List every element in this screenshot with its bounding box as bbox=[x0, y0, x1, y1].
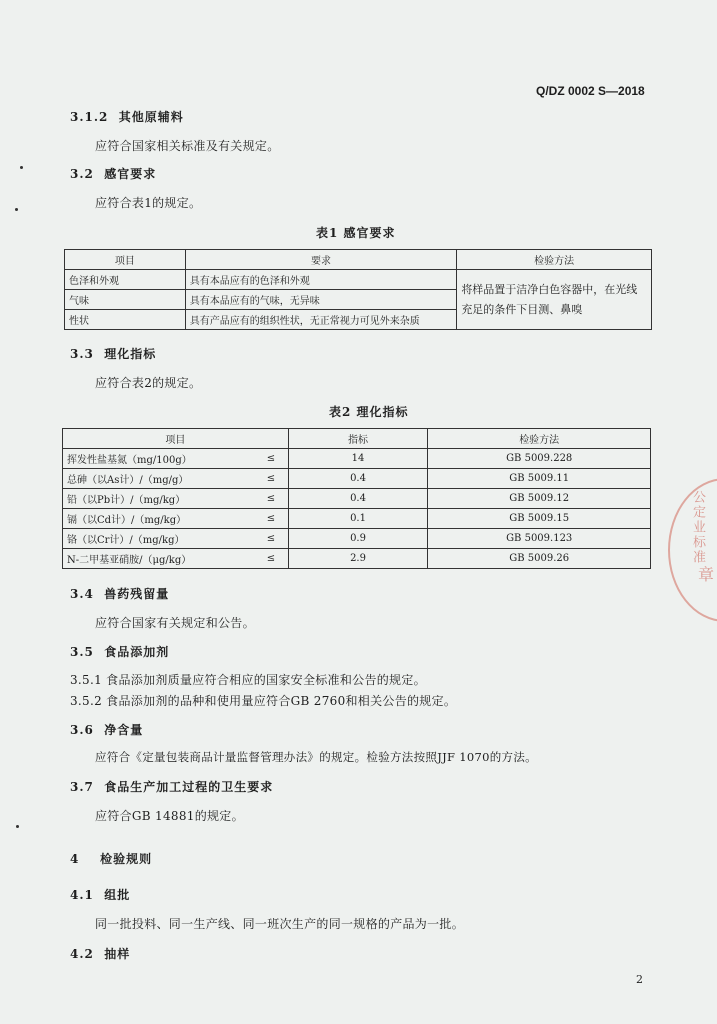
table2-header-item: 项目 bbox=[63, 429, 289, 449]
section-3-4-heading bbox=[70, 585, 169, 602]
table1-cell: 色泽和外观 bbox=[65, 270, 186, 290]
section-3-5-heading bbox=[70, 643, 169, 660]
table2-cell: ≤ bbox=[254, 449, 288, 469]
table2-cell: 挥发性盐基氮（mg/100g） bbox=[63, 449, 255, 469]
section-title: 检验规则 bbox=[100, 852, 153, 866]
section-3-6-text: 应符合《定量包装商品计量监督管理办法》的规定。检验方法按照JJF 1070的方法。 bbox=[95, 750, 537, 764]
table1-header-item: 项目 bbox=[65, 250, 186, 270]
section-number: 3.4 bbox=[70, 587, 94, 601]
section-3-1-2-heading bbox=[70, 108, 184, 125]
table1-cell: 性状 bbox=[65, 310, 186, 330]
section-3-3-text: 应符合表2的规定。 bbox=[95, 376, 202, 390]
table2-cell: GB 5009.11 bbox=[428, 469, 651, 489]
section-title: 理化指标 bbox=[104, 347, 157, 361]
section-number: 3.1.2 bbox=[70, 110, 109, 124]
section-title: 食品添加剂 bbox=[104, 645, 170, 659]
section-number: 3.6 bbox=[70, 723, 94, 737]
section-3-6-heading bbox=[70, 721, 143, 738]
table2-cell: ≤ bbox=[254, 469, 288, 489]
table2-cell: 铅（以Pb计）/（mg/kg） bbox=[63, 489, 255, 509]
section-3-5-1-text: 3.5.1 食品添加剂质量应符合相应的国家安全标准和公告的规定。 bbox=[70, 673, 426, 687]
section-3-2-heading bbox=[70, 165, 156, 182]
section-title: 兽药残留量 bbox=[104, 587, 170, 601]
section-3-1-2-text: 应符合国家相关标准及有关规定。 bbox=[95, 139, 280, 153]
section-title: 食品生产加工过程的卫生要求 bbox=[104, 780, 274, 794]
section-3-4-text: 应符合国家有关规定和公告。 bbox=[95, 616, 255, 630]
table2-caption: 表2 理化指标 bbox=[329, 405, 409, 419]
table1-cell: 具有本品应有的气味，无异味 bbox=[185, 290, 457, 310]
section-4-2-heading bbox=[70, 945, 130, 962]
section-title: 组批 bbox=[104, 888, 131, 902]
seal-stamp bbox=[668, 478, 717, 622]
table2-cell: GB 5009.123 bbox=[428, 529, 651, 549]
section-3-3-heading bbox=[70, 345, 156, 362]
table2-cell: GB 5009.12 bbox=[428, 489, 651, 509]
section-3-5-2-text: 3.5.2 食品添加剂的品种和使用量应符合GB 2760和相关公告的规定。 bbox=[70, 694, 457, 708]
section-number: 3.3 bbox=[70, 347, 94, 361]
section-4-1-heading bbox=[70, 886, 130, 903]
table1-cell: 具有产品应有的组织性状，无正常视力可见外来杂质 bbox=[185, 310, 457, 330]
table1 bbox=[64, 249, 652, 330]
table2-cell: GB 5009.26 bbox=[428, 549, 651, 569]
table1-header-req: 要求 bbox=[185, 250, 457, 270]
stamp-text: 公定业标准 bbox=[690, 490, 705, 565]
table2-cell: 0.1 bbox=[288, 509, 428, 529]
section-number: 3.2 bbox=[70, 167, 94, 181]
section-title: 抽样 bbox=[104, 947, 131, 961]
table1-cell: 气味 bbox=[65, 290, 186, 310]
section-number: 3.7 bbox=[70, 780, 94, 794]
table1-method-cell: 将样品置于洁净白色容器中，在光线充足的条件下目测、鼻嗅 bbox=[457, 270, 652, 330]
table2-cell: ≤ bbox=[254, 529, 288, 549]
table2-cell: 铬（以Cr计）/（mg/kg） bbox=[63, 529, 255, 549]
scan-speck bbox=[20, 166, 23, 169]
section-title: 其他原辅料 bbox=[118, 110, 184, 124]
section-3-7-heading bbox=[70, 778, 273, 795]
stamp-char: 章 bbox=[698, 565, 715, 584]
section-4-1-text: 同一批投料、同一生产线、同一班次生产的同一规格的产品为一批。 bbox=[95, 917, 465, 931]
table2-cell: ≤ bbox=[254, 509, 288, 529]
section-3-2-text: 应符合表1的规定。 bbox=[95, 196, 202, 210]
section-number: 4.2 bbox=[70, 947, 94, 961]
table2-cell: ≤ bbox=[254, 549, 288, 569]
table2-cell: 镉（以Cd计）/（mg/kg） bbox=[63, 509, 255, 529]
table2-cell: 总砷（以As计）/（mg/g） bbox=[63, 469, 255, 489]
table2-cell: 0.4 bbox=[288, 469, 428, 489]
section-number: 3.5 bbox=[70, 645, 94, 659]
table1-cell: 具有本品应有的色泽和外观 bbox=[185, 270, 457, 290]
section-3-7-text: 应符合GB 14881的规定。 bbox=[95, 809, 244, 823]
table2-header-method: 检验方法 bbox=[428, 429, 651, 449]
section-title: 感官要求 bbox=[104, 167, 157, 181]
table2-cell: 14 bbox=[288, 449, 428, 469]
table1-caption: 表1 感官要求 bbox=[316, 226, 396, 240]
table2-cell: ≤ bbox=[254, 489, 288, 509]
doc-code: Q/DZ 0002 S—2018 bbox=[536, 84, 645, 98]
page-number: 2 bbox=[636, 973, 643, 986]
table1-header-method: 检验方法 bbox=[457, 250, 652, 270]
scan-speck bbox=[16, 825, 19, 828]
table2 bbox=[62, 428, 651, 569]
table2-cell: N-二甲基亚硝胺/（μg/kg） bbox=[63, 549, 255, 569]
section-title: 净含量 bbox=[104, 723, 144, 737]
section-4-heading bbox=[70, 850, 152, 867]
table2-cell: 2.9 bbox=[288, 549, 428, 569]
section-number: 4.1 bbox=[70, 888, 94, 902]
table2-cell: 0.9 bbox=[288, 529, 428, 549]
scan-speck bbox=[15, 208, 18, 211]
table2-header-value: 指标 bbox=[288, 429, 428, 449]
table2-cell: 0.4 bbox=[288, 489, 428, 509]
table2-cell: GB 5009.15 bbox=[428, 509, 651, 529]
table2-cell: GB 5009.228 bbox=[428, 449, 651, 469]
section-number: 4 bbox=[70, 852, 80, 866]
